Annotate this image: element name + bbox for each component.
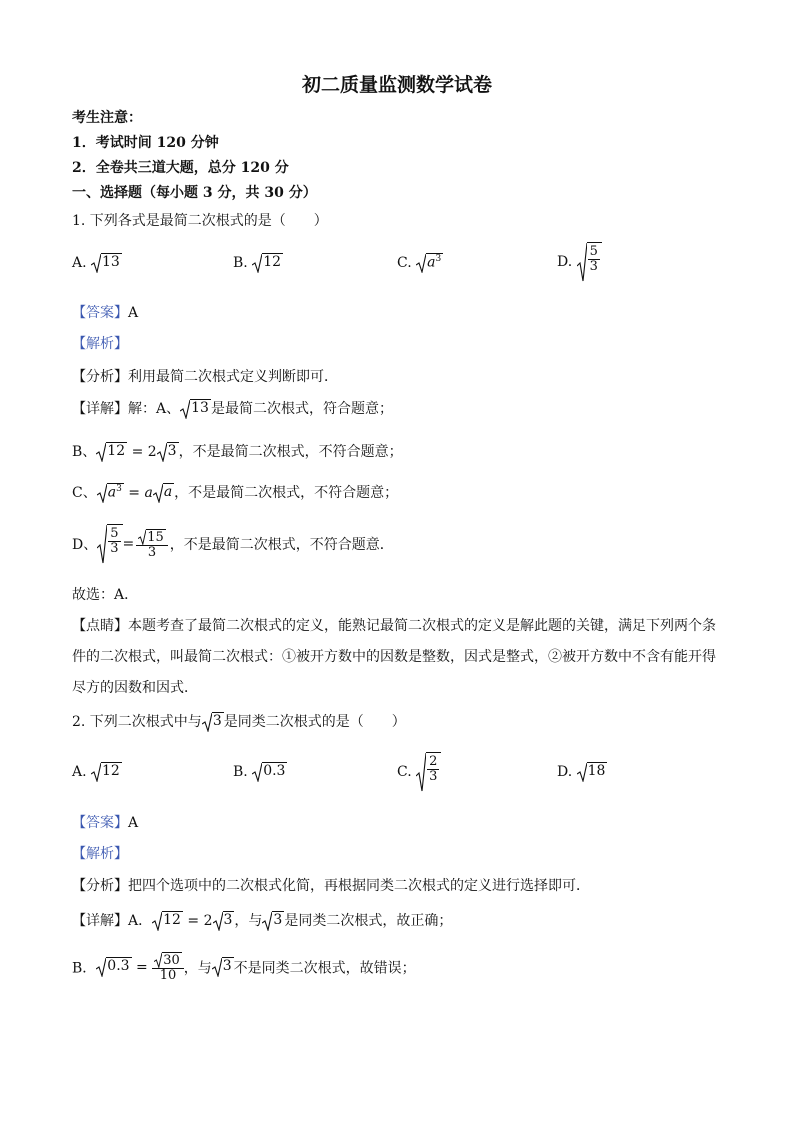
denominator: 3	[429, 768, 438, 784]
detail-text: ，不是最简二次根式，不符合题意．	[169, 537, 394, 553]
sqrt-12	[252, 253, 283, 273]
q1-detail-c: C、 $a^3$ = a a ，不是最简二次根式，不符合题意；	[72, 484, 399, 501]
sqrt-a-cubed: $a^3$	[97, 483, 124, 503]
radicand: 18	[587, 762, 608, 782]
sqrt-a-cubed: $a^3$	[416, 253, 443, 273]
notice-item-2: 2．全卷共三道大题，总分 120 分	[72, 160, 289, 176]
stem-text: 2. 下列二次根式中与	[72, 714, 202, 730]
q1-analysis-tag: 【解析】	[72, 336, 128, 352]
sqrt-3: 3	[213, 911, 235, 931]
q2-fenxi	[72, 875, 590, 895]
answer-tag: 【答案】	[72, 815, 128, 831]
q1-option-b	[233, 253, 283, 273]
q2-option-d	[557, 762, 607, 782]
q1-choose: 故选：A．	[72, 587, 139, 603]
answer-value: A	[128, 815, 139, 831]
q1-option-c	[397, 253, 443, 273]
q2-detail-b: B． 0.3 = $\frac{30}{10}$ ，与 3 不是同类二次根式，故错误；	[72, 953, 416, 984]
answer-value: A	[128, 305, 139, 321]
q1-option-a	[72, 253, 122, 273]
detail-text: 不是同类二次根式，故错误；	[233, 960, 416, 977]
sqrt-fraction	[577, 242, 602, 282]
q2-stem	[72, 711, 406, 732]
sqrt-3: 3	[262, 911, 284, 931]
detail-text: ，不是最简二次根式，不符合题意；	[174, 485, 399, 501]
notice-item-1: 1．考试时间 120 分钟	[72, 135, 219, 151]
q1-detail-d: D、 $\frac{5}{3}$ = $\frac{15}{3}$ ，不是最简二次根式，不符合题意．	[72, 524, 394, 564]
radicand: 12	[262, 253, 283, 273]
detail-text: ，与	[183, 960, 212, 977]
sqrt-0-3	[252, 762, 287, 782]
sqrt-3: 3	[212, 957, 234, 977]
sqrt-fraction	[416, 752, 441, 792]
sqrt-12: 12	[152, 911, 183, 931]
radicand: a	[427, 254, 436, 271]
stem-text: 是同类二次根式的是（ ）	[223, 714, 406, 730]
detail-text: D、	[72, 537, 98, 553]
radicand: 12	[101, 762, 122, 782]
sqrt-18	[577, 762, 608, 782]
q2-option-a	[72, 762, 122, 782]
q2-analysis-tag: 【解析】	[72, 846, 128, 862]
detail-text: B、	[72, 444, 97, 460]
option-label: B.	[233, 764, 248, 780]
q2-option-b	[233, 762, 287, 782]
q1-dianjing-1	[72, 615, 716, 635]
sqrt-12: 12	[96, 442, 127, 462]
q2-option-c	[397, 752, 441, 792]
option-label: D.	[557, 764, 573, 780]
detail-text: 是同类二次根式，故正确；	[284, 913, 453, 929]
q1-option-d	[557, 242, 602, 282]
detail-text: ，不是最简二次根式，不符合题意；	[178, 444, 403, 460]
fenxi-text: 把四个选项中的二次根式化简，再根据同类二次根式的定义进行选择即可．	[128, 878, 590, 894]
sqrt-13	[91, 253, 122, 273]
option-label: C.	[397, 764, 412, 780]
q1-detail-b: B、 12 = 2 3 ，不是最简二次根式，不符合题意；	[72, 443, 403, 460]
sqrt-12	[91, 762, 122, 782]
numerator: 2	[429, 754, 438, 769]
answer-tag: 【答案】	[72, 305, 128, 321]
sqrt-3: 3	[157, 442, 179, 462]
detail-text: 是最简二次根式，符合题意；	[210, 401, 393, 417]
radicand: 13	[101, 253, 122, 273]
q1-fenxi	[72, 366, 338, 386]
q1-dianjing-2: 件的二次根式，叫最简二次根式：①被开方数中的因数是整数，因式是整式，②被开方数中不含有能开得	[72, 649, 716, 665]
page-title: 初二质量监测数学试卷	[301, 74, 492, 96]
detail-tag: 【详解】	[72, 401, 128, 417]
q1-detail-a	[72, 398, 393, 419]
option-label: D.	[557, 254, 573, 270]
radicand: 0.3	[262, 762, 287, 782]
detail-text: ，与	[234, 913, 263, 929]
q1-stem: 1. 下列各式是最简二次根式的是（ ）	[72, 213, 328, 229]
radicand: 13	[190, 399, 211, 419]
q2-answer	[72, 812, 138, 832]
option-label: A.	[72, 764, 87, 780]
detail-text: 解：A、	[128, 401, 181, 417]
option-label: A.	[72, 255, 87, 271]
dianjing-text: 本题考查了最简二次根式的定义，能熟记最简二次根式的定义是解此题的关键，满足下列两个条	[128, 618, 716, 634]
q1-dianjing-3: 尽方的因数和因式．	[72, 680, 198, 696]
option-label: B.	[233, 255, 248, 271]
numerator: 5	[589, 244, 598, 259]
sqrt-3	[202, 712, 224, 732]
sqrt-a: a	[153, 483, 174, 503]
notice-heading: 考生注意：	[72, 110, 142, 126]
radicand: 3	[212, 712, 224, 732]
section-heading: 一、选择题（每小题 3 分，共 30 分）	[72, 185, 317, 201]
fenxi-tag: 【分析】	[72, 878, 128, 894]
dianjing-tag: 【点睛】	[72, 618, 128, 634]
detail-text: A．	[128, 913, 153, 929]
q2-detail-a: 【详解】A． 12 = 2 3 ，与 3 是同类二次根式，故正确；	[72, 912, 453, 929]
detail-text: C、	[72, 485, 97, 501]
detail-text: B．	[72, 960, 97, 977]
denominator: 3	[589, 258, 598, 274]
sqrt-0-3: 0.3	[96, 957, 131, 977]
sqrt-fraction: $\frac{5}{3}$	[97, 524, 122, 564]
fenxi-tag: 【分析】	[72, 369, 128, 385]
q1-answer	[72, 302, 138, 322]
option-label: C.	[397, 255, 412, 271]
sqrt-13	[180, 399, 211, 419]
detail-tag: 【详解】	[72, 913, 128, 929]
fenxi-text: 利用最简二次根式定义判断即可．	[128, 369, 338, 385]
